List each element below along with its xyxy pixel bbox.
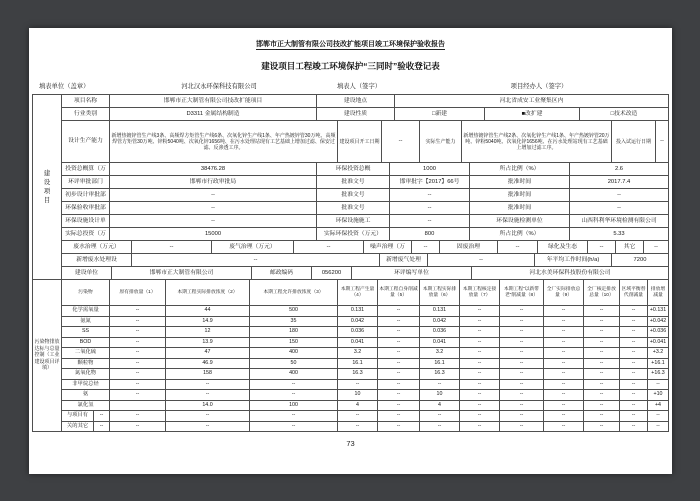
row-eia-approval <box>62 176 669 189</box>
handler-label: 项目经办人（签字） <box>510 83 568 90</box>
label-postcode: 邮政编码 <box>252 267 312 280</box>
pollutant-value-cell: -- <box>460 369 500 380</box>
pollutant-value-cell: -- <box>584 411 620 422</box>
pollutant-value-cell: 12 <box>166 327 250 338</box>
pollutant-value-cell: -- <box>584 348 620 359</box>
value-eia-writer: 河北水美环保科技股份有限公司 <box>472 267 669 280</box>
pollutant-value-cell: -- <box>620 317 648 328</box>
pollutant-value-cell: +0.131 <box>648 306 669 317</box>
pollutant-name-subcell: -- <box>94 422 110 433</box>
pollutant-value-cell: 14.0 <box>166 401 250 412</box>
pollutant-value-cell: -- <box>378 327 420 338</box>
row-actual-investment <box>62 228 669 241</box>
row-investment-estimate <box>62 163 669 176</box>
value-facility-construct: -- <box>390 215 470 228</box>
col-header-regional-offset: 区域平衡替代削减量 <box>620 280 648 306</box>
pollutant-value-cell: +4 <box>648 401 669 412</box>
label-proportion-2: 所占比例（%） <box>470 228 570 241</box>
pollutant-value-cell: -- <box>584 359 620 370</box>
label-actual-total: 实际总投资（万 <box>62 228 110 241</box>
value-approval-no: 邯审批字【2017】66号 <box>390 176 470 189</box>
pollutant-value-cell: -- <box>584 380 620 391</box>
label-facility-monitor: 环保设施检测单位 <box>470 215 570 228</box>
label-construct-unit: 建设单位 <box>62 267 112 280</box>
pollutant-value-cell: -- <box>110 422 166 433</box>
col-header-emission-change: 排放增减量 <box>648 280 669 306</box>
pollutant-value-cell: 50 <box>250 359 338 370</box>
pollutant-value-cell: -- <box>460 327 500 338</box>
pollutant-value-cell: -- <box>584 401 620 412</box>
pollutant-value-cell: -- <box>460 306 500 317</box>
label-total-estimate: 投资总概算（万 <box>62 163 110 176</box>
pollutant-value-cell: -- <box>544 369 584 380</box>
pollutant-value-cell: +16.3 <box>648 369 669 380</box>
label-proportion: 所占比例（%） <box>470 163 570 176</box>
pollutant-value-cell: 47 <box>166 348 250 359</box>
value-proportion-2: 5.33 <box>570 228 669 241</box>
label-acceptance-dept: 环保验收审批部 <box>62 202 110 215</box>
pollutant-value-cell: -- <box>584 317 620 328</box>
pollutant-name-cell: 与项目有 <box>62 411 94 422</box>
pollutant-value-cell: 0.036 <box>420 327 460 338</box>
pollutant-name-cell: 二氧化硫 <box>62 348 110 359</box>
pollutant-value-cell: -- <box>620 348 648 359</box>
section2-stub: 污染物排放达标与总量控制（工业建设项目详填） <box>33 280 62 432</box>
pollutant-value-cell <box>110 401 166 412</box>
value-greening: -- <box>588 241 616 254</box>
form-head-row <box>35 81 666 90</box>
label-greening: 绿化及生态 <box>538 241 588 254</box>
pollutant-value-cell: -- <box>584 390 620 401</box>
value-new-wastewater: -- <box>132 254 380 267</box>
label-actual-capacity: 实际生产能力 <box>420 121 462 163</box>
label-facility-construct: 环保设施施工 <box>317 215 390 228</box>
pollutant-value-cell: 14.9 <box>166 317 250 328</box>
pollutant-value-cell: -- <box>110 369 166 380</box>
pollutant-value-cell: 13.9 <box>166 338 250 349</box>
col-header-pollutant: 污染物 <box>62 280 110 306</box>
pollutant-row <box>62 390 669 401</box>
pollutant-value-cell: -- <box>544 306 584 317</box>
pollutant-value-cell: -- <box>500 359 544 370</box>
pollutant-row <box>62 317 669 328</box>
pollutant-value-cell: 0.042 <box>420 317 460 328</box>
pollutant-name-cell: 非甲烷总烃 <box>62 380 110 391</box>
value-facility-monitor: 山西科利华环境检测有限公司 <box>570 215 669 228</box>
col-header-self-reduction: 本期工程自身削减量（5） <box>378 280 420 306</box>
pollutant-value-cell: -- <box>378 401 420 412</box>
page-number: 73 <box>346 439 355 448</box>
value-project-name: 邯郸市正大制管有限公司技改扩能项目 <box>110 95 317 108</box>
value-gas-cost: -- <box>294 241 364 254</box>
pollutant-value-cell: 46.9 <box>166 359 250 370</box>
pollutant-value-cell: -- <box>378 359 420 370</box>
option-new-build: □新建 <box>395 108 485 121</box>
pollutant-value-cell: -- <box>500 306 544 317</box>
pollutant-value-cell: -- <box>544 317 584 328</box>
pollutant-row <box>62 348 669 359</box>
pollutant-value-cell: -- <box>250 390 338 401</box>
pollutant-value-cell: 400 <box>250 348 338 359</box>
value-design-capacity: 新增热镀锌管生产线3条、高频焊方矩管生产线6条、次氧化锌生产线1条、年产热镀锌管30万吨、高频焊管方矩管30万吨、锌粉5040吨、次氧化锌1656吨、在污水处理站现有工艺基础上增加过滤、保安过滤、反渗透工序。 <box>110 121 338 163</box>
pollutant-value-cell: 500 <box>250 306 338 317</box>
pollutant-value-cell: -- <box>166 411 250 422</box>
pollutant-value-cell: -- <box>620 380 648 391</box>
report-header: 邯郸市正大制管有限公司技改扩能项目竣工环境保护验收报告 <box>256 41 445 48</box>
label-design-dept: 初步设计审批部 <box>62 189 110 202</box>
pollutant-value-cell: 4 <box>420 401 460 412</box>
value-actual-capacity: 新增热镀锌管生产线2条、次氧化锌生产线1条、年产热镀锌管20万吨、锌粉5040吨、次氧化锌1656吨、在污水处理站现有工艺基础上增加过滤工序。 <box>462 121 612 163</box>
pollutant-value-cell: -- <box>544 411 584 422</box>
pollutant-value-cell: -- <box>544 401 584 412</box>
pollutant-value-cell: -- <box>544 380 584 391</box>
pollutant-row <box>62 327 669 338</box>
row-env-facility <box>62 215 669 228</box>
pollutant-value-cell: +16.1 <box>648 359 669 370</box>
filler-label: 填表人（签字） <box>336 83 382 90</box>
value-proportion: 2.6 <box>570 163 669 176</box>
document-page <box>29 28 672 474</box>
pollutant-value-cell: -- <box>460 401 500 412</box>
pollutant-value-cell: -- <box>166 390 250 401</box>
pollutant-value-cell: -- <box>620 327 648 338</box>
value-wastewater-cost: -- <box>132 241 212 254</box>
pollutant-value-cell: -- <box>250 411 338 422</box>
pollutant-name-cell: 氮氧化物 <box>62 369 110 380</box>
pollutant-value-cell: -- <box>544 338 584 349</box>
pollutant-value-cell: 158 <box>166 369 250 380</box>
pollutant-value-cell: -- <box>500 338 544 349</box>
value-approval-time-2: -- <box>570 189 669 202</box>
col-header-plant-approved: 全厂核定排放总量（10） <box>584 280 620 306</box>
pollutant-name-cell: 氨氮 <box>62 317 110 328</box>
label-eia-writer: 环评编写单位 <box>352 267 472 280</box>
pollutant-value-cell: -- <box>584 422 620 433</box>
pollutant-value-cell: -- <box>460 380 500 391</box>
pollutant-value-cell: 0.041 <box>338 338 378 349</box>
pollutant-value-cell: -- <box>378 338 420 349</box>
pollutant-value-cell: 3.2 <box>420 348 460 359</box>
label-trial-date: 投入试运行日期 <box>612 121 656 163</box>
pollutant-value-cell: 16.3 <box>338 369 378 380</box>
pollutant-value-cell: -- <box>584 306 620 317</box>
pollutant-value-cell: 35 <box>250 317 338 328</box>
label-approval-time-2: 批准时间 <box>470 189 570 202</box>
col-header-generated: 本期工程产生量（4） <box>338 280 378 306</box>
form-title: 建设项目工程竣工环境保护“三同时”验收登记表 <box>261 61 440 71</box>
pollutant-value-cell: -- <box>378 317 420 328</box>
pollutant-value-cell: 0.131 <box>338 306 378 317</box>
pollutant-value-cell: -- <box>544 327 584 338</box>
pollutant-name-cell: 氯化氢 <box>62 401 110 412</box>
pollutant-value-cell: -- <box>110 359 166 370</box>
pollutant-value-cell: -- <box>648 422 669 433</box>
pollutant-value-cell: -- <box>500 422 544 433</box>
row-capacity <box>62 121 669 163</box>
pollutant-value-cell: -- <box>378 380 420 391</box>
registration-table <box>32 94 669 432</box>
pollutant-name-cell: 关的其它 <box>62 422 94 433</box>
label-start-date: 建设项目开工日期 <box>338 121 382 163</box>
pollutant-value-cell: +0.042 <box>648 317 669 328</box>
pollutant-name-cell: SS <box>62 327 110 338</box>
pollutant-value-cell: 16.1 <box>420 359 460 370</box>
row-project-name <box>62 95 669 108</box>
option-tech-reform: □技术改造 <box>580 108 669 121</box>
pollutant-value-cell: -- <box>378 369 420 380</box>
pollutant-value-cell: -- <box>584 369 620 380</box>
pollutant-name-cell: 化学需氧量 <box>62 306 110 317</box>
pollutant-name-cell: BOD <box>62 338 110 349</box>
pollutant-value-cell: +0.041 <box>648 338 669 349</box>
pollutant-value-cell: -- <box>420 380 460 391</box>
pollutant-row <box>62 380 669 391</box>
value-actual-env: 800 <box>390 228 470 241</box>
value-new-gas: -- <box>428 254 535 267</box>
pollutant-value-cell: -- <box>338 422 378 433</box>
pollutant-value-cell: 150 <box>250 338 338 349</box>
pollutant-value-cell: -- <box>620 338 648 349</box>
value-solid-waste: -- <box>498 241 538 254</box>
pollutant-row <box>62 369 669 380</box>
label-new-gas: 新增废气处理 <box>380 254 428 267</box>
pollutant-value-cell: -- <box>420 411 460 422</box>
value-location: 河北省成安工业聚集区内 <box>395 95 669 108</box>
col-header-allowed-concentration: 本期工程允许排放浓度（3） <box>250 280 338 306</box>
label-approval-no-3: 批准文号 <box>317 202 390 215</box>
pollutant-row <box>62 401 669 412</box>
pollutant-value-cell: 10 <box>338 390 378 401</box>
value-approval-time-3: -- <box>570 202 669 215</box>
value-industry: D3311 金属结构制造 <box>110 108 317 121</box>
pollutant-value-cell: 16.1 <box>338 359 378 370</box>
pollutant-value-cell: -- <box>544 359 584 370</box>
label-other: 其它 <box>616 241 644 254</box>
pollutant-value-cell: 100 <box>250 401 338 412</box>
pollutant-value-cell: 3.2 <box>338 348 378 359</box>
pollutant-value-cell: -- <box>500 380 544 391</box>
pollutant-value-cell: -- <box>620 401 648 412</box>
pollutant-value-cell: -- <box>500 317 544 328</box>
pollutant-value-cell: -- <box>620 306 648 317</box>
pollutant-value-cell: -- <box>620 422 648 433</box>
section-construction-project <box>33 95 669 280</box>
pollutant-name-subcell: -- <box>94 411 110 422</box>
pollutant-value-cell: 16.3 <box>420 369 460 380</box>
pollutant-row <box>62 422 669 433</box>
pollutant-value-cell: -- <box>584 327 620 338</box>
pollutant-row <box>62 338 669 349</box>
pollutant-value-cell: -- <box>460 422 500 433</box>
pollutant-value-cell: -- <box>338 411 378 422</box>
value-work-hours: 7200 <box>612 254 669 267</box>
pollutant-value-cell: -- <box>500 348 544 359</box>
value-trial-date: -- <box>656 121 669 163</box>
option-expansion: ■改扩建 <box>485 108 580 121</box>
pollutant-value-cell: -- <box>620 369 648 380</box>
value-acceptance-dept: -- <box>110 202 317 215</box>
label-approval-no: 批准文号 <box>317 176 390 189</box>
pollutant-header-row <box>62 280 669 306</box>
value-postcode: 056200 <box>312 267 352 280</box>
pollutant-value-cell: -- <box>378 390 420 401</box>
pollutant-value-cell: -- <box>110 338 166 349</box>
pollutant-value-cell: -- <box>460 348 500 359</box>
col-header-actual-emission: 本期工程实际排放量（6） <box>420 280 460 306</box>
pollutant-value-cell: -- <box>378 411 420 422</box>
value-actual-total: 15000 <box>110 228 317 241</box>
label-new-wastewater: 新增废水处理设 <box>62 254 132 267</box>
label-solid-waste: 固废治理 <box>440 241 498 254</box>
row-industry <box>62 108 669 121</box>
row-construct-unit <box>62 267 669 280</box>
value-noise-cost: -- <box>412 241 440 254</box>
value-facility-design: -- <box>110 215 317 228</box>
pollutant-value-cell: 0.042 <box>338 317 378 328</box>
pollutant-value-cell: -- <box>460 338 500 349</box>
pollutant-value-cell: +10 <box>648 390 669 401</box>
pollutant-value-cell: -- <box>620 390 648 401</box>
pollutant-value-cell: 400 <box>250 369 338 380</box>
col-header-original-emission: 原有排放量（1） <box>110 280 166 306</box>
pollutant-value-cell: -- <box>166 422 250 433</box>
pollutant-value-cell: -- <box>544 390 584 401</box>
pollutant-value-cell: 10 <box>420 390 460 401</box>
pollutant-value-cell: -- <box>544 422 584 433</box>
pollutant-value-cell: -- <box>378 348 420 359</box>
fill-unit-value: 河北汉永环保科技有限公司 <box>181 83 257 90</box>
value-start-date: -- <box>382 121 420 163</box>
pollutant-value-cell: -- <box>110 306 166 317</box>
section-pollutant-control <box>33 280 669 432</box>
pollutant-row <box>62 306 669 317</box>
label-facility-design: 环保设施设计单 <box>62 215 110 228</box>
row-preliminary-design <box>62 189 669 202</box>
label-noise-cost: 噪声治理（万 <box>364 241 412 254</box>
pollutant-value-cell: -- <box>166 380 250 391</box>
section1-stub: 建设项目 <box>33 95 62 280</box>
label-wastewater-cost: 废水治理（万元） <box>62 241 132 254</box>
pollutant-value-cell: -- <box>110 380 166 391</box>
value-other: -- <box>644 241 669 254</box>
label-project-name: 项目名称 <box>62 95 110 108</box>
pollutant-value-cell: 0.041 <box>420 338 460 349</box>
pollutant-value-cell: 44 <box>166 306 250 317</box>
value-design-dept: -- <box>110 189 317 202</box>
value-env-estimate: 1000 <box>390 163 470 176</box>
pollutant-value-cell: +3.2 <box>648 348 669 359</box>
label-approval-time: 批准时间 <box>470 176 570 189</box>
label-approval-no-2: 批准文号 <box>317 189 390 202</box>
pollutant-value-cell: -- <box>250 422 338 433</box>
pollutant-value-cell: 0.036 <box>338 327 378 338</box>
label-approval-time-3: 批准时间 <box>470 202 570 215</box>
pollutant-value-cell: -- <box>460 390 500 401</box>
pollutant-value-cell: -- <box>620 411 648 422</box>
pollutant-value-cell: -- <box>110 348 166 359</box>
pollutant-value-cell: 4 <box>338 401 378 412</box>
pollutant-value-cell: -- <box>338 380 378 391</box>
pollutant-value-cell: -- <box>500 327 544 338</box>
pollutant-value-cell: -- <box>584 338 620 349</box>
row-treatment-costs <box>62 241 669 254</box>
pollutant-value-cell: -- <box>460 359 500 370</box>
pollutant-value-cell: -- <box>110 327 166 338</box>
pollutant-value-cell: 180 <box>250 327 338 338</box>
pollutant-value-cell: -- <box>648 411 669 422</box>
label-industry: 行业类别 <box>62 108 110 121</box>
label-design-capacity: 设计生产能力 <box>62 121 110 163</box>
pollutant-value-cell: -- <box>378 422 420 433</box>
pollutant-value-cell: -- <box>250 380 338 391</box>
pollutant-value-cell: -- <box>110 390 166 401</box>
value-approval-no-2: -- <box>390 189 470 202</box>
label-location: 建设地点 <box>317 95 395 108</box>
pollutant-value-cell: -- <box>500 411 544 422</box>
value-approval-no-3: -- <box>390 202 470 215</box>
pollutant-value-cell: -- <box>460 317 500 328</box>
pollutant-value-cell: -- <box>500 390 544 401</box>
fill-unit-label: 填表单位（盖章） <box>39 83 90 90</box>
pollutant-value-cell: -- <box>500 401 544 412</box>
pollutant-value-cell: -- <box>420 422 460 433</box>
value-construct-unit: 邯郸市正大制管有限公司 <box>112 267 252 280</box>
label-eia-dept: 环评审批部门 <box>62 176 110 189</box>
pollutant-value-cell: +0.036 <box>648 327 669 338</box>
pollutant-value-cell: -- <box>110 317 166 328</box>
value-eia-dept: 邯郸市行政审批局 <box>110 176 317 189</box>
pollutant-name-cell: 颗粒物 <box>62 359 110 370</box>
label-work-hours: 年平均工作时间(h/a) <box>535 254 612 267</box>
pollutant-row <box>62 359 669 370</box>
label-gas-cost: 废气治理（万元） <box>212 241 294 254</box>
label-actual-env: 实际环保投资（万元） <box>317 228 390 241</box>
label-nature: 建设性质 <box>317 108 395 121</box>
pollutant-value-cell: -- <box>500 369 544 380</box>
pollutant-value-cell: -- <box>110 411 166 422</box>
label-env-estimate: 环保投资总概 <box>317 163 390 176</box>
pollutant-value-cell: -- <box>378 306 420 317</box>
value-total-estimate: 38476.28 <box>110 163 317 176</box>
pollutant-value-cell: -- <box>648 380 669 391</box>
row-acceptance-dept <box>62 202 669 215</box>
pollutant-value-cell: -- <box>544 348 584 359</box>
col-header-old-offset: 本期工程“以新带老”削减量（8） <box>500 280 544 306</box>
col-header-plant-actual: 全厂实际排放总量（9） <box>544 280 584 306</box>
pollutant-value-cell: -- <box>460 411 500 422</box>
pollutant-value-cell: -- <box>620 359 648 370</box>
pollutant-name-cell: 氨 <box>62 390 110 401</box>
pollutant-row <box>62 411 669 422</box>
pollutant-value-cell: 0.131 <box>420 306 460 317</box>
col-header-approved-emission: 本期工程核定接放量（7） <box>460 280 500 306</box>
row-new-treatment <box>62 254 669 267</box>
col-header-actual-concentration: 本期工程实际排放浓度（2） <box>166 280 250 306</box>
value-approval-time: 2017.7.4 <box>570 176 669 189</box>
